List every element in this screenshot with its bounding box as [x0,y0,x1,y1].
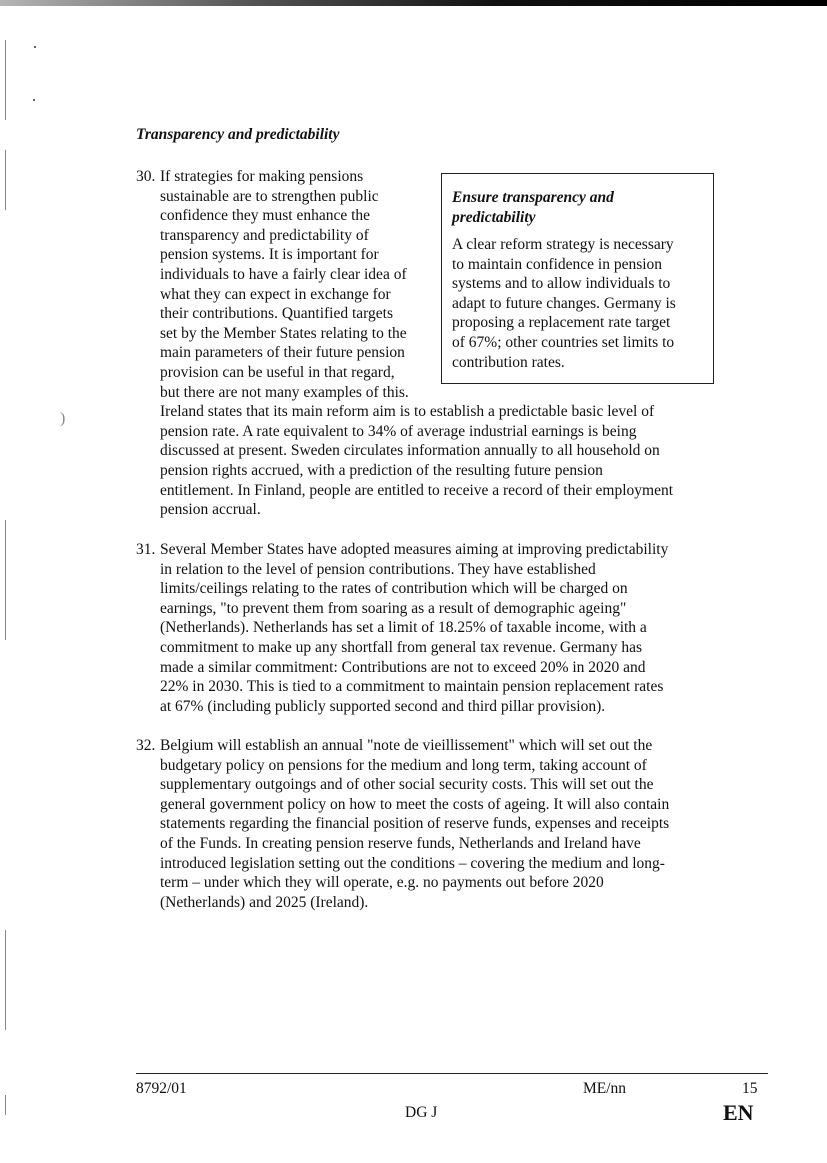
text-line: Ireland states that its main reform aim is to establish a predictable basic level of [160,403,655,421]
paragraph-32 [136,736,670,912]
text-line: budgetary policy on pensions for the medium and long term, taking account of [160,756,647,774]
text-line: pension systems. It is important for [160,246,379,264]
text-line: their contributions. Quantified targets [160,305,394,323]
scan-edge-mark [5,1095,6,1115]
text-line: limits/ceilings relating to the rates of contribution which will be charged on [160,580,628,598]
summary-box [441,173,714,384]
text-line: commitment to make up any shortfall from general tax revenue. Germany has [160,638,643,656]
text-line: made a similar commitment: Contributions are not to exceed 20% in 2020 and [160,658,646,676]
text-line: individuals to have a fairly clear idea of [160,265,407,283]
scan-edge-mark [5,520,6,640]
text-line: set by the Member States relating to the [160,324,407,342]
text-line: contribution rates. [452,353,565,371]
text-line: sustainable are to strengthen public [160,187,379,205]
text-line: statements regarding the financial position of reserve funds, expenses and receipts [160,815,670,833]
text-line: main parameters of their future pension [160,344,405,362]
summary-box-title-line: Ensure transparency and [452,189,614,206]
text-line: but there are not many examples of this. [160,383,409,401]
text-line: provision can be useful in that regard, [160,363,395,381]
text-line: Several Member States have adopted measures aiming at improving predictability [160,541,669,558]
text-line: pension rights accrued, with a prediction of the resulting future pension [160,461,603,479]
summary-box-title-line: predictability [452,209,536,226]
text-line: adapt to future changes. Germany is [452,294,676,312]
directorate-general: DG J [405,1104,438,1121]
text-line: (Netherlands) and 2025 (Ireland). [160,893,369,911]
text-line: earnings, "to prevent them from soaring as a result of demographic ageing" [160,599,627,617]
text-line: entitlement. In Finland, people are entitled to receive a record of their employment [160,481,674,499]
scan-edge-mark [5,40,6,120]
text-line: general government policy on how to meet the costs of ageing. It will also contain [160,795,670,813]
language-code: EN [723,1100,754,1125]
scan-artifact: ) [60,410,66,427]
text-line: term – under which they will operate, e.g. no payments out before 2020 [160,874,604,892]
scan-speck [34,46,36,48]
paragraph-31 [136,540,669,716]
text-line: introduced legislation setting out the conditions – covering the medium and long- [160,854,665,872]
summary-box-title [452,188,702,228]
footer-rule [136,1073,768,1074]
scan-edge-mark [5,150,6,210]
text-line: pension accrual. [160,501,261,519]
text-line: of 67%; other countries set limits to [452,333,675,351]
text-line: what they can expect in exchange for [160,285,391,303]
text-line: transparency and predictability of [160,226,369,244]
text-line: confidence they must enhance the [160,207,371,225]
text-line: A clear reform strategy is necessary [452,236,674,253]
author-initials: ME/nn [583,1080,627,1097]
text-line: 22% in 2030. This is tied to a commitment to maintain pension replacement rates [160,678,664,696]
text-line: proposing a replacement rate target [452,314,671,332]
scan-speck [33,99,35,101]
paragraph-number: 30. [136,168,156,185]
text-line: Belgium will establish an annual "note de vieillissement" which will set out the [160,737,653,754]
text-line: of the Funds. In creating pension reserve funds, Netherlands and Ireland have [160,834,641,852]
text-line: discussed at present. Sweden circulates information annually to all household on [160,442,660,460]
section-heading: Transparency and predictability [136,126,340,143]
text-line: pension rate. A rate equivalent to 34% of average industrial earnings is being [160,422,637,440]
text-line: supplementary outgoings and of other social security costs. This will set out the [160,776,654,794]
document-number: 8792/01 [136,1080,187,1097]
text-line: If strategies for making pensions [160,168,364,185]
summary-box-text [452,235,712,372]
text-line: to maintain confidence in pension [452,255,663,273]
scan-edge-mark [5,930,6,1030]
paragraph-number: 32. [136,737,156,754]
scan-top-border [0,0,827,6]
text-line: in relation to the level of pension contributions. They have established [160,560,596,578]
text-line: (Netherlands). Netherlands has set a limit of 18.25% of taxable income, with a [160,619,647,637]
paragraph-number: 31. [136,541,156,558]
text-line: at 67% (including publicly supported second and third pillar provision). [160,697,606,715]
page-number: 15 [742,1080,758,1097]
text-line: systems and to allow individuals to [452,275,671,293]
